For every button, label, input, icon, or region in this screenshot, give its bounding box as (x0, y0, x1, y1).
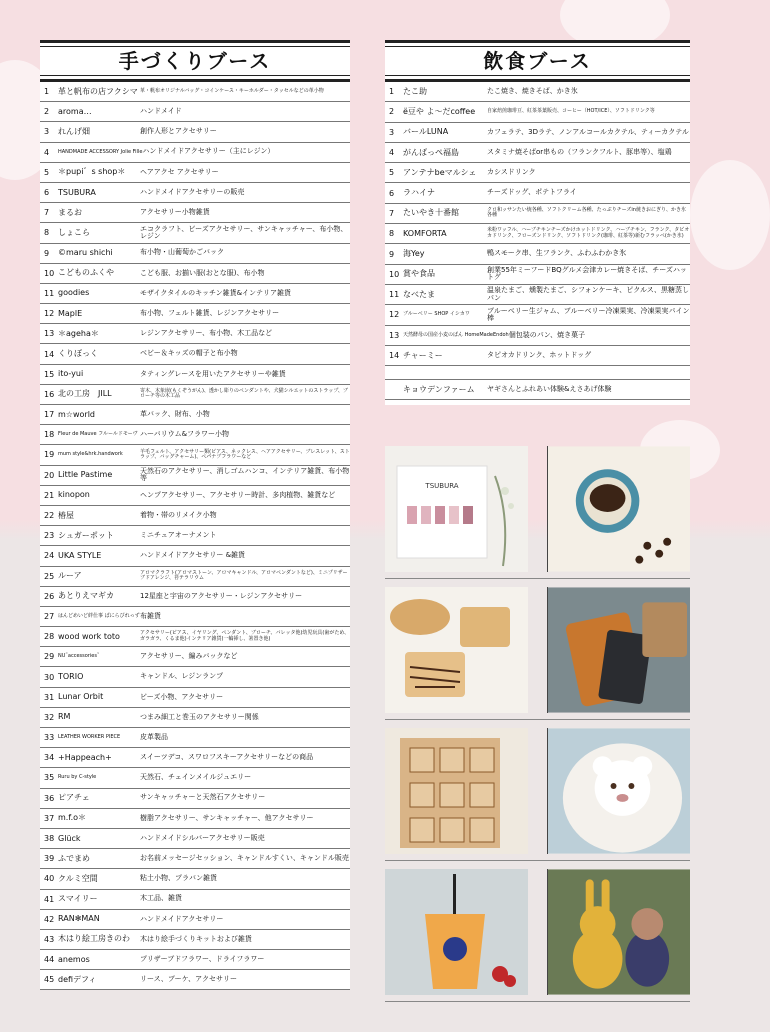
right-booth-row (385, 143, 690, 163)
booth-number: 1 (389, 87, 395, 97)
booth-number: 39 (44, 854, 55, 864)
booth-description: 羊毛フェルト、アクセサリー類(ピアス、ネックレス、ヘアアクセサリー、ブレスレット、ストラップ、バッグチャーム)、ペパナプフラワーなど (140, 448, 350, 460)
booth-description: こども服、お揃い服(おとな服)、布小物 (140, 268, 265, 277)
right-booth-row (385, 366, 690, 380)
booth-name: HANDMADE ACCESSORY Jolie Fille (58, 148, 143, 155)
booth-description: 個包装のパン、焼き菓子 (508, 330, 586, 339)
booth-number: 27 (44, 611, 55, 621)
booth-name: MaplE (58, 308, 83, 318)
booth-description: ヤギさんとふれあい体験&えさあげ体験 (487, 385, 612, 394)
left-booth-row (40, 405, 350, 425)
left-booth-row (40, 688, 350, 708)
booth-name: ＊pupi゛s shop＊ (58, 167, 126, 177)
booth-number: 8 (44, 228, 50, 238)
left-booth-row (40, 284, 350, 304)
booth-description: 自家焙煎珈琲豆、紅茶茶葉販売、コーヒー（HOT/ICE）、ソフトドリンク等 (487, 108, 655, 115)
booth-name: ラハイナ (403, 188, 435, 198)
right-booth-row (385, 82, 690, 102)
booth-description: 米粉ワッフル、ハーブチキンチーズかけホットドリンク、ハーブチキン、フランク、タピオカドリンク、フローズンドリンク、ソフトドリンク(珈琲、紅茶等)新むフラッペ(かき氷) (487, 227, 690, 239)
left-booth-row (40, 122, 350, 142)
booth-number: 21 (44, 490, 55, 500)
booth-description: 温泉たまご、燻製たまご、シフォンケーキ、ピクルス、黒糖蒸しパン (487, 286, 690, 302)
booth-number: 11 (389, 290, 400, 300)
booth-name: RM (58, 712, 71, 722)
booth-description: クロ和ッサンたい焼各種、ソフトクリーム各種、たっぷりチーズin焼きおにぎり、かき氷各種 (487, 207, 686, 219)
booth-description: ブルーベリー生ジャム、ブルーベリー冷凍果実、冷凍果実パイン棒 (487, 306, 690, 322)
booth-description: 天然石のアクセサリー、消しゴムハンコ、インテリア雑貨、布小物等 (140, 466, 350, 483)
booth-description: リース、ブーケ、アクセサリー (140, 975, 237, 984)
left-booth-row (40, 82, 350, 102)
left-booth-row (40, 183, 350, 203)
booth-number: 20 (44, 470, 55, 480)
booth-description: 寄木、木象嵌(もくぞうがん)、透かし彫りのペンダントや、犬猫シルエットのストラップ、ブローチ等の木工品 (140, 388, 348, 400)
booth-name: aroma… (58, 106, 92, 116)
left-booth-row (40, 385, 350, 405)
booth-description: カシスドリンク (487, 168, 536, 177)
booth-name: しょこら (58, 227, 90, 237)
booth-description: 木工品、雑貨 (140, 894, 182, 903)
booth-number: 2 (44, 107, 50, 117)
booth-description: ハンドメイドアクセサリー (140, 914, 224, 923)
booth-name: Fleur de Mauve フルールドモーヴ (58, 431, 138, 438)
background-petal (690, 160, 770, 270)
booth-number: 14 (44, 349, 55, 359)
booth-description: ベビー＆キッズの帽子と布小物 (140, 349, 238, 358)
booth-name: TORIO (58, 672, 84, 682)
booth-name: UKA STYLE (58, 550, 102, 560)
left-booth-row (40, 768, 350, 788)
left-booth-row (40, 344, 350, 364)
booth-name: LEATHER WORKER PIECE (58, 734, 121, 741)
booth-description: ハーバリウム&フラワー小物 (140, 430, 230, 439)
booth-name: 革と帆布の店フクシマ (58, 86, 138, 96)
booth-number: 7 (44, 208, 50, 218)
booth-description: カフェラテ、3Dラテ、ノンアルコールカクテル、ティーカクテル (487, 127, 689, 136)
booth-number: 24 (44, 551, 55, 561)
left-booth-row (40, 970, 350, 990)
right-booth-row (385, 224, 690, 244)
left-booth-row (40, 849, 350, 869)
booth-description: プリザーブドフラワー、ドライフラワー (140, 954, 265, 963)
booth-number: 4 (389, 148, 395, 158)
left-booth-row (40, 365, 350, 385)
photo-grid (385, 446, 690, 1010)
booth-number: 40 (44, 874, 55, 884)
booth-description: 樹脂アクセサリー、サンキャッチャー、他アクセサリー (140, 813, 314, 822)
booth-name: Little Pastime (58, 470, 113, 480)
right-booth-row (385, 305, 690, 325)
booth-description: 革バック、財布、小物 (140, 409, 210, 418)
booth-description: ハンドメイドアクセサリー（主にレジン） (142, 147, 275, 156)
tsubura-card-label: TSUBURA (425, 482, 459, 490)
booth-number: 5 (389, 168, 395, 178)
left-booth-row (40, 667, 350, 687)
left-booth-row (40, 930, 350, 950)
booth-name: ё豆や よ～だcoffee (403, 106, 476, 116)
photo-row (385, 587, 690, 720)
left-booth-row (40, 526, 350, 546)
photo-latte-art (547, 728, 690, 854)
left-booth-row (40, 264, 350, 284)
booth-name: たこ助 (403, 86, 427, 96)
booth-number: 12 (389, 310, 400, 320)
booth-number: 6 (44, 188, 50, 198)
booth-description: アクセサリー(ピアス、イヤリング、ペンダント、ブローチ、バレッタ他)幼児玩具(歯がため、ガラガラ、くるま他)インテリア雑貨(一輪挿し、箸置き他) (140, 630, 350, 642)
booth-number: 15 (44, 369, 55, 379)
left-booth-row (40, 163, 350, 183)
booth-description: ハンドメイドシルバーアクセサリー販売 (140, 833, 265, 842)
left-booth-row (40, 627, 350, 647)
left-booth-row (40, 708, 350, 728)
left-booth-row (40, 567, 350, 587)
booth-description: チーズドッグ、ポテトフライ (487, 188, 577, 197)
left-booth-row (40, 546, 350, 566)
left-booth-row (40, 203, 350, 223)
booth-number: 42 (44, 914, 55, 924)
booth-description: アクセサリー小物雑貨 (140, 208, 210, 217)
booth-name: れんげ畑 (58, 126, 90, 136)
booth-number: 22 (44, 511, 55, 521)
booth-name: たいやき十番館 (403, 208, 459, 218)
booth-name: はんどめいど絆仕事 ぱにらびれっず (58, 612, 140, 619)
booth-name: ピアチェ (58, 793, 90, 803)
booth-description: スタミナ焼そばor串もの（フランクフルト、豚串等）、塩鶏 (487, 147, 672, 156)
booth-number: 38 (44, 834, 55, 844)
booth-description: 12星座と宇宙のアクセサリー・レジンアクセサリー (140, 591, 303, 600)
booth-description: ビーズ小物、アクセサリー (140, 692, 224, 701)
booth-description: アロマクラフト(アロマストーン、アロマキャンドル、アロマペンダントなど)、ミニプリザーブドアレンジ、苔テラリウム (140, 569, 348, 582)
booth-number: 3 (44, 127, 50, 137)
booth-number: 17 (44, 410, 55, 420)
booth-number: 6 (389, 188, 395, 198)
booth-number: 28 (44, 632, 55, 642)
booth-number: 44 (44, 955, 55, 965)
booth-number: 3 (389, 127, 395, 137)
booth-name: Lunar Orbit (58, 692, 104, 702)
left-booth-row (40, 950, 350, 970)
right-booth-row (385, 326, 690, 346)
booth-name: ©maru shichi (58, 248, 113, 258)
booth-description: サンキャッチャーと天然石アクセサリー (140, 793, 266, 802)
booth-description: レジンアクセサリー、布小物、木工品など (140, 329, 273, 338)
booth-number: 10 (44, 268, 55, 278)
booth-number: 23 (44, 531, 55, 541)
booth-name: がんばっぺ福島 (403, 147, 459, 157)
left-booth-row (40, 910, 350, 930)
left-booth-row (40, 607, 350, 627)
left-booth-row (40, 143, 350, 163)
booth-name: 天然酵母の国産小麦のぱん HomeMadeEndoh (403, 331, 509, 338)
booth-number: 8 (389, 229, 395, 239)
photo-waffles (385, 587, 528, 713)
booth-number: 1 (44, 87, 50, 97)
food-booth-panel (385, 40, 690, 405)
booth-description: ヘアアクセ アクセサリー (140, 167, 219, 176)
booth-description: 着物・帯のリメイク小物 (140, 510, 217, 519)
left-booth-row (40, 506, 350, 526)
booth-number: 26 (44, 591, 55, 601)
booth-name: goodies (58, 288, 90, 298)
booth-name: +Happeach+ (58, 752, 112, 762)
photo-wood-stamps (385, 728, 528, 854)
booth-name: アンテナbeマルシェ (403, 167, 477, 177)
right-booth-row (385, 204, 690, 224)
booth-number: 9 (44, 248, 50, 258)
booth-number: 35 (44, 773, 55, 783)
booth-description: お名前メッセージセッション、キャンドルすくい、キャンドル販売 (140, 854, 349, 863)
booth-description: 粘土小物、プラバン雑貨 (140, 874, 217, 883)
booth-name: KOMFORTA (403, 228, 447, 238)
booth-name: シュガーポット (58, 530, 114, 540)
photo-row (385, 869, 690, 1002)
booth-description: 布小物・山葡萄かごバック (140, 248, 224, 257)
left-booth-row (40, 324, 350, 344)
left-booth-row (40, 425, 350, 445)
left-booth-row (40, 223, 350, 243)
left-booth-row (40, 789, 350, 809)
booth-description: 木はり絵手づくりキットおよび雑貨 (140, 934, 252, 943)
booth-name: クルミ空間 (58, 873, 98, 883)
booth-description: 創業55年ミーフードBQグルメ会津カレー焼きそば、チーズハットグ (487, 265, 687, 282)
right-booth-row (385, 163, 690, 183)
booth-name: こどものふくや (58, 268, 114, 278)
booth-name: あとりえマギカ (58, 591, 114, 601)
left-booth-row (40, 728, 350, 748)
booth-name: Glück (58, 833, 81, 843)
booth-number: 33 (44, 733, 55, 743)
photo-coffee-beans (547, 446, 690, 572)
booth-name: なべたま (403, 289, 435, 299)
booth-name: バールLUNA (403, 127, 449, 137)
food-booth-list (385, 82, 690, 400)
booth-number: 32 (44, 712, 55, 722)
booth-name: NU˜accessories˜ (58, 653, 100, 660)
booth-number: 2 (389, 107, 395, 117)
booth-name: キョウデンファーム (403, 384, 475, 394)
booth-number: 13 (389, 330, 400, 340)
right-booth-row (385, 102, 690, 122)
right-booth-row (385, 346, 690, 366)
booth-name: 海Yey (403, 249, 425, 259)
booth-name: Ruru by C-style (58, 774, 97, 781)
booth-number: 36 (44, 793, 55, 803)
booth-number: 5 (44, 167, 50, 177)
left-booth-row (40, 869, 350, 889)
booth-number: 13 (44, 329, 55, 339)
food-booth-header (385, 40, 690, 82)
booth-name: TSUBURA (58, 187, 96, 197)
right-booth-row (385, 380, 690, 400)
booth-description: つまみ細工と巻玉のアクセサリー関係 (140, 712, 259, 721)
booth-number: 10 (389, 269, 400, 279)
booth-description: タピオカドリンク、ホットドッグ (487, 350, 592, 359)
booth-name: ブルーベリー SHOP イシカワ (403, 311, 470, 318)
booth-name: 北の工房 JILL (58, 389, 112, 399)
craft-booth-title: 手づくりブース (118, 49, 272, 73)
photo-leather-case (547, 587, 690, 713)
booth-number: 34 (44, 753, 55, 763)
booth-number: 43 (44, 934, 55, 944)
left-booth-row (40, 466, 350, 486)
left-booth-row (40, 587, 350, 607)
booth-name: 椿屋 (58, 510, 74, 520)
left-booth-row (40, 809, 350, 829)
left-booth-row (40, 304, 350, 324)
booth-name: kinopon (58, 490, 90, 500)
booth-number: 4 (44, 147, 50, 157)
booth-name: RAN✻MAN (58, 914, 100, 924)
right-booth-row (385, 285, 690, 305)
booth-number: 29 (44, 652, 55, 662)
right-booth-row (385, 244, 690, 264)
booth-name: まるお (58, 207, 82, 217)
booth-number: 19 (44, 450, 55, 460)
left-booth-row (40, 890, 350, 910)
booth-description: 布雑貨 (140, 611, 161, 620)
booth-number: 41 (44, 894, 55, 904)
right-booth-row (385, 183, 690, 203)
craft-booth-panel (40, 40, 350, 990)
booth-name: チャーミー (403, 350, 443, 360)
booth-name: くりぼっく (58, 349, 98, 359)
left-booth-row (40, 102, 350, 122)
booth-description: アクセサリー、編みバックなど (140, 652, 238, 661)
craft-booth-list (40, 82, 350, 990)
booth-name: 木はり絵工房きのわ (58, 934, 130, 944)
booth-description: タティングレースを用いたアクセサリーや雑貨 (140, 369, 286, 378)
left-booth-row (40, 748, 350, 768)
booth-name: anemos (58, 954, 90, 964)
booth-description: ミニチュアオーナメント (140, 531, 217, 540)
booth-name: ito-yui (58, 369, 84, 379)
booth-number: 12 (44, 309, 55, 319)
left-booth-row (40, 244, 350, 264)
booth-description: スイーツデコ、スワロフスキーアクセサリーなどの商品 (140, 753, 314, 762)
booth-number: 25 (44, 571, 55, 581)
booth-name: 賞や食品 (403, 269, 435, 279)
photo-row (385, 728, 690, 861)
food-booth-title: 飲食ブース (483, 49, 592, 73)
booth-description: キャンドル、レジンランプ (140, 672, 224, 681)
booth-number: 45 (44, 975, 55, 985)
booth-number: 7 (389, 208, 395, 218)
booth-description: ハンドメイドアクセサリーの販売 (140, 187, 245, 196)
booth-number: 31 (44, 692, 55, 702)
craft-booth-header (40, 40, 350, 82)
booth-description: モザイクタイルのキッチン雑貨&インテリア雑貨 (140, 288, 292, 297)
booth-description: エコクラフト、ビーズアクセサリー、サンキャッチャー、布小物、レジン (140, 224, 348, 240)
booth-name: ルーア (58, 571, 82, 581)
photo-tsubura-accessories (385, 446, 528, 572)
booth-number: 30 (44, 672, 55, 682)
photo-rabbit-dolls (547, 869, 690, 995)
booth-name: m.f.o＊ (58, 813, 87, 823)
photo-row (385, 446, 690, 579)
booth-description: 革・帆布オリジナルバッグ・コインケース・キーホルダー・タッセルなどの革小物 (140, 87, 324, 94)
booth-name: wood work toto (58, 631, 120, 641)
right-booth-row (385, 265, 690, 285)
booth-description: 創作人形とアクセサリー (140, 127, 217, 136)
right-booth-row (385, 123, 690, 143)
booth-number: 9 (389, 249, 395, 259)
booth-description: 鴨スモーク串、生フランク、ふわふわかき氷 (487, 249, 627, 258)
booth-description: ハンドメイドアクセサリー &雑貨 (140, 551, 246, 560)
booth-description: 天然石、チェインメイルジュエリー (140, 773, 252, 782)
booth-description: ハンドメイド (140, 107, 182, 116)
tsubura-card-image (385, 446, 528, 572)
booth-number: 16 (44, 389, 55, 399)
booth-name: ＊ageha＊ (58, 328, 99, 338)
booth-name: スマイリー (58, 894, 98, 904)
left-booth-row (40, 647, 350, 667)
left-booth-row (40, 486, 350, 506)
booth-number: 11 (44, 288, 55, 298)
photo-drink-cup (385, 869, 528, 995)
booth-name: defiデフィ (58, 974, 97, 984)
booth-name: mum style&hrk.handwork (58, 451, 123, 458)
left-booth-row (40, 829, 350, 849)
left-booth-row (40, 445, 350, 465)
booth-number: 18 (44, 430, 55, 440)
booth-description: ヘンプアクセサリー、アクセサリー時計、多肉植物、雑貨など (140, 490, 336, 499)
booth-name: m☆world (58, 409, 95, 419)
booth-description: 布小物、フェルト雑貨、レジンアクセサリー (140, 308, 280, 317)
booth-number: 37 (44, 813, 55, 823)
booth-description: 皮革製品 (140, 732, 168, 741)
booth-description: たこ焼き、焼きそば、かき氷 (487, 86, 578, 95)
booth-number: 14 (389, 351, 400, 360)
booth-name: ふでまめ (58, 853, 90, 863)
